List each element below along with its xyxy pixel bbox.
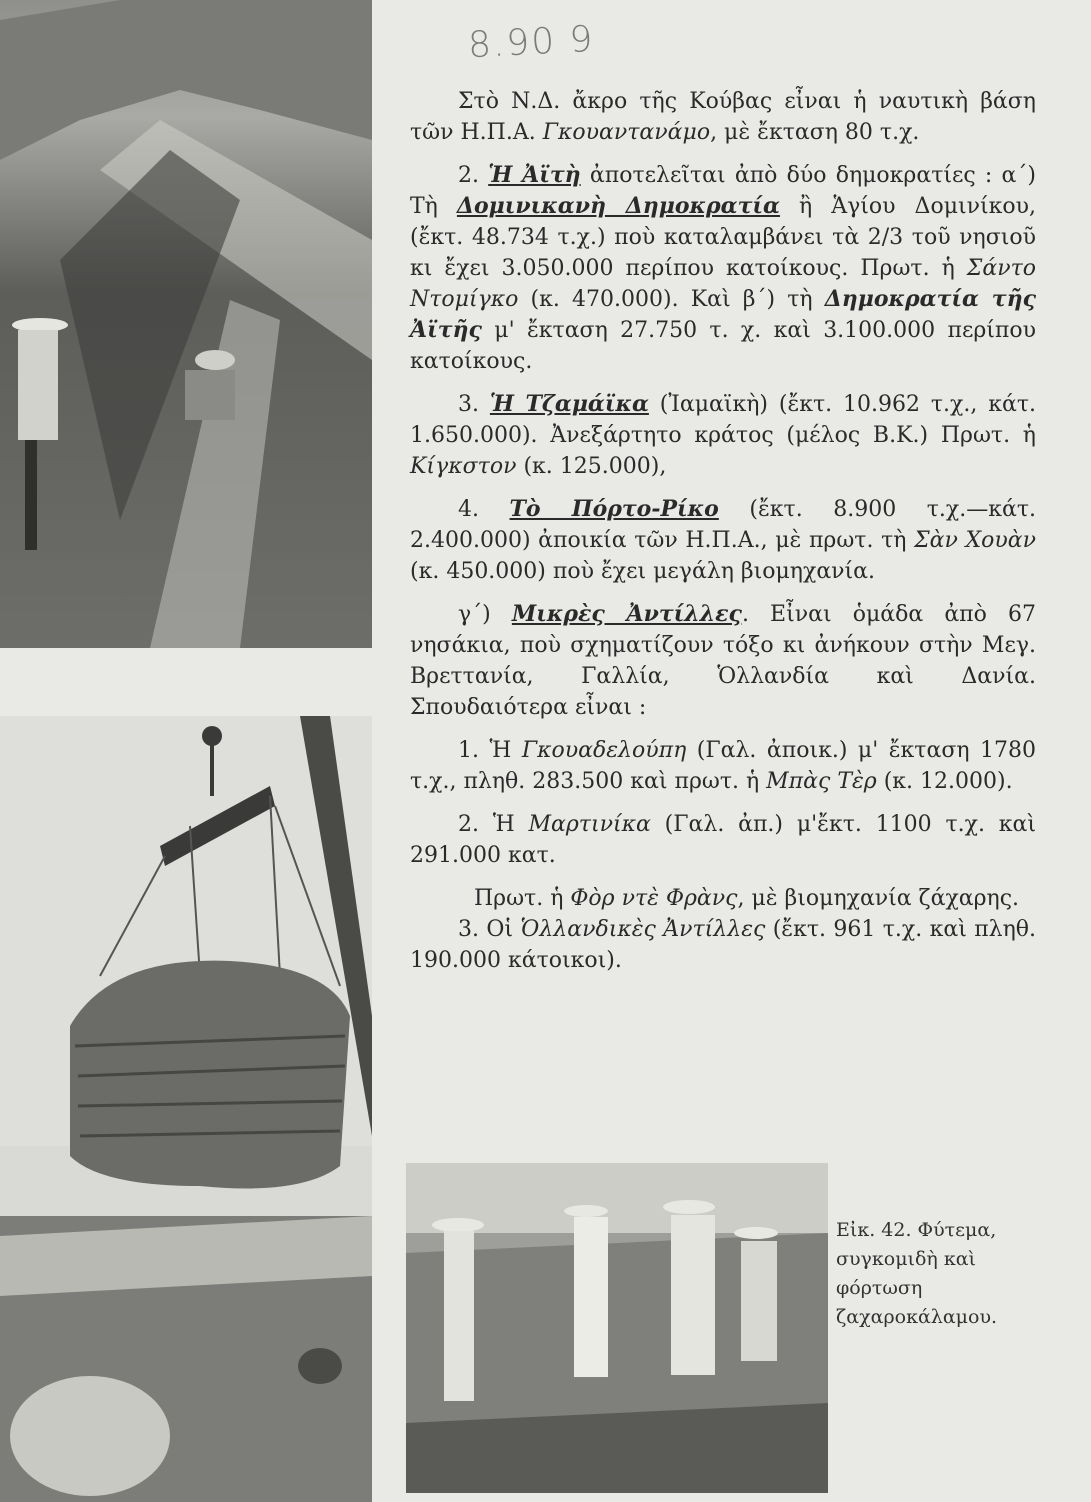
paragraph-fort-de-france	[410, 883, 1036, 914]
text-run: (ἔκτ. 8.900 τ.χ.—κάτ. 2.400.000) ἀποικία τῶν Η.Π.Α., μὲ πρωτ. τὴ	[410, 497, 1036, 553]
section-title: Ἡ Τζαμάϊκα	[489, 391, 649, 417]
text-run: μ' ἔκταση 27.750 τ. χ. καὶ 3.100.000 περίπου κατοίκους.	[410, 318, 1036, 374]
text-run: (κ. 125.000),	[516, 454, 667, 479]
paragraph-martinique	[410, 809, 1036, 871]
place-name: Γκουαδελούπη	[521, 738, 687, 763]
item-number: 2.	[458, 163, 489, 188]
place-name: Γκουαντανάμο	[542, 120, 711, 145]
place-name: Μπὰς Τὲρ	[766, 769, 877, 794]
item-number: 4.	[458, 497, 510, 522]
text-run: Πρωτ. ἡ	[474, 886, 571, 911]
section-title: Μικρὲς Ἀντίλλες	[511, 601, 742, 627]
text-run: (Γαλ. ἀπ.) μ'ἔκτ. 1100 τ.χ. καὶ 291.000 κατ.	[410, 812, 1037, 868]
country-name: Δομινικανὴ Δημοκρατία	[456, 193, 780, 219]
text-run: , μὲ βιομηχανία ζάχαρης.	[737, 886, 1020, 911]
text-run: ἀποτελεῖται ἀπὸ δύο δημοκρατίες : α΄) Τὴ	[410, 163, 1036, 219]
body-text	[410, 86, 1036, 976]
crane-loading-photo	[0, 716, 372, 1502]
place-name: Φὸρ ντὲ Φρὰνς	[570, 886, 738, 911]
paragraph-guadeloupe	[410, 735, 1036, 797]
text-run: (κ. 470.000). Καὶ β΄) τὴ	[518, 287, 825, 312]
text-run: Στὸ Ν.Δ. ἄκρο τῆς Κούβας εἶναι ἡ ναυτικὴ βάση τῶν Η.Π.Α.	[410, 89, 1036, 145]
section-title: Τὸ Πόρτο-Ρίκο	[509, 496, 719, 522]
item-number: 1.	[458, 738, 490, 763]
section-title: Ἡ Ἀϊτὴ	[488, 162, 581, 188]
text-run: (κ. 12.000).	[876, 769, 1013, 794]
text-run: (Γαλ. ἀποικ.) μ' ἔκταση 1780 τ.χ., πληθ. 283.500 καὶ πρωτ. ἡ	[410, 738, 1037, 794]
place-name: Σάντο Ντομίγκο	[410, 256, 1036, 312]
harvest-workers-photo	[406, 1163, 828, 1493]
place-name: Ὁλλανδικὲς Ἀντίλλες	[520, 917, 766, 942]
place-name: Κίγκστον	[410, 454, 517, 479]
text-run: . Εἶναι ὁμάδα ἀπὸ 67 νησάκια, ποὺ σχηματίζουν τόξο κι ἀνήκουν στὴν Μεγ. Βρεττανία, Γαλλία, Ὁλλανδία καὶ Δανία. Σπουδαιότερα εἶναι :	[410, 602, 1036, 720]
text-run: (Ἰαμαϊκὴ) (ἔκτ. 10.962 τ.χ., κάτ. 1.650.000). Ἀνεξάρτητο κράτος (μέλος Β.Κ.) Πρωτ. ἡ	[410, 392, 1037, 448]
figure-caption: Εἰκ. 42. Φύτεμα, συγκομιδὴ καὶ φόρτωση ζαχαροκάλαμου.	[836, 1219, 998, 1328]
country-name: Δημοκρατία τῆς Ἀϊτῆς	[410, 286, 1036, 343]
sugarcane-field-photo	[0, 0, 372, 648]
paragraph-haiti	[410, 160, 1036, 377]
text-run: , μὲ ἔκταση 80 τ.χ.	[710, 120, 920, 145]
place-name: Σὰν Χουὰν	[914, 528, 1036, 553]
text-run: Οἱ	[486, 917, 521, 942]
handwritten-note: 8.90 9	[467, 18, 596, 67]
text-run: Ἡ	[489, 738, 522, 763]
place-name: Μαρτινίκα	[528, 812, 651, 837]
item-number: 3.	[458, 917, 487, 942]
paragraph-lesser-antilles	[410, 599, 1036, 723]
text-run: (κ. 450.000) ποὺ ἔχει μεγάλη βιομηχανία.	[410, 559, 876, 584]
item-number: γ΄)	[458, 602, 512, 627]
paragraph-guantanamo	[410, 86, 1036, 148]
item-number: 2.	[458, 812, 493, 837]
paragraph-netherlands-antilles	[410, 914, 1036, 976]
text-run: Ἡ	[492, 812, 529, 837]
item-number: 3.	[458, 392, 490, 417]
paragraph-puerto-rico	[410, 494, 1036, 587]
paragraph-jamaica	[410, 389, 1036, 482]
text-run: ἢ Ἁγίου Δομινίκου, (ἔκτ. 48.734 τ.χ.) ποὺ καταλαμβάνει τὰ 2/3 τοῦ νησιοῦ κι ἔχει 3.050.000 περίπου κατοίκους. Πρωτ. ἡ	[410, 194, 1036, 281]
text-run: (ἔκτ. 961 τ.χ. καὶ πληθ. 190.000 κάτοικοι).	[410, 917, 1037, 973]
